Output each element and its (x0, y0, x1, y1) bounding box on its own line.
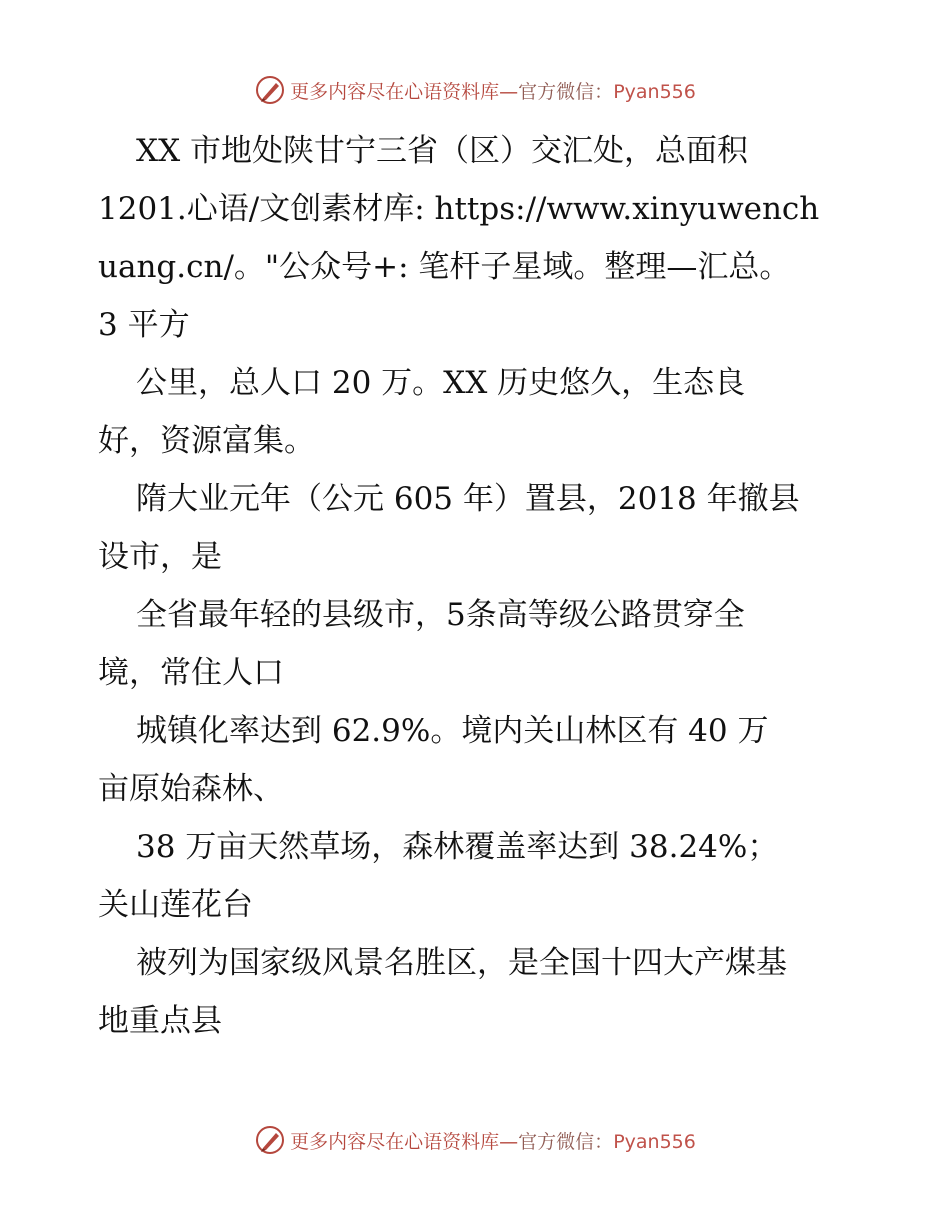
text-line: 城镇化率达到 62.9%。境内关山林区有 40 万 (136, 713, 769, 749)
text-line: 1201.心语/文创素材库: https://www.xinyuwench (98, 191, 820, 227)
text-line: 公里，总人口 20 万。XX 历史悠久，生态良 (136, 365, 746, 401)
footer-banner (0, 1120, 950, 1160)
text-line: 全省最年轻的县级市，5条高等级公路贯穿全 (136, 597, 745, 633)
banner-dash: — (499, 80, 519, 103)
text-line: 38 万亩天然草场，森林覆盖率达到 38.24%； (136, 829, 779, 865)
text-line: 地重点县 (98, 1003, 222, 1039)
banner-site-text: 更多内容尽在心语资料库 (290, 80, 500, 103)
text-line: 被列为国家级风景名胜区，是全国十四大产煤基 (136, 945, 787, 981)
text-line: 隋大业元年（公元 605 年）置县，2018 年撤县 (136, 481, 800, 517)
text-line: 3 平方 (98, 307, 190, 343)
pen-logo-icon (254, 74, 286, 106)
text-line: 关山莲花台 (98, 887, 253, 923)
banner-text (290, 77, 696, 104)
banner-wechat-id: Pyan556 (613, 1130, 696, 1153)
document-body (98, 122, 858, 1050)
banner-wechat-label: 官方微信： (518, 1130, 614, 1153)
banner-wechat-label: 官方微信： (518, 80, 614, 103)
banner-site-text: 更多内容尽在心语资料库 (290, 1130, 500, 1153)
header-banner (0, 70, 950, 110)
text-line: uang.cn/。"公众号+: 笔杆子星域。整理—汇总。 (98, 249, 791, 285)
banner-wechat-id: Pyan556 (613, 80, 696, 103)
text-line: 境，常住人口 (98, 655, 284, 691)
pen-logo-icon (254, 1124, 286, 1156)
text-line: XX 市地处陕甘宁三省（区）交汇处，总面积 (136, 133, 748, 169)
text-line: 亩原始森林、 (98, 771, 284, 807)
banner-dash: — (499, 1130, 519, 1153)
banner-text (290, 1127, 696, 1154)
text-line: 好，资源富集。 (98, 423, 315, 459)
text-line: 设市，是 (98, 539, 222, 575)
